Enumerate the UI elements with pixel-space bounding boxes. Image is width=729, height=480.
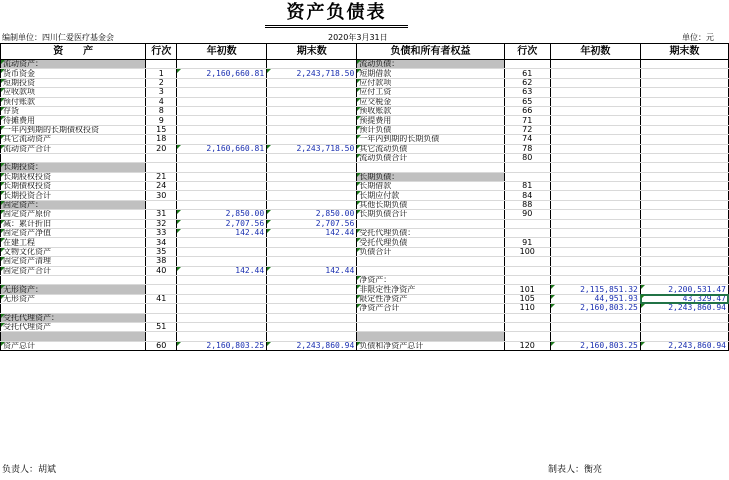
currency-unit: 单位：元 xyxy=(682,33,714,42)
asset-row-no-cell[interactable]: 30 xyxy=(146,191,177,200)
asset-row-no-cell[interactable]: 15 xyxy=(146,125,177,134)
asset-end-cell[interactable]: 2,243,718.50 xyxy=(267,69,357,78)
asset-label-cell[interactable]: 长期债权投资 xyxy=(1,182,146,191)
liability-end-cell[interactable] xyxy=(640,153,728,162)
liability-label-cell[interactable]: 限定性净资产 xyxy=(357,294,504,303)
asset-label-cell[interactable]: 长期投资： xyxy=(1,163,146,172)
liability-label-cell[interactable]: 流动负债： xyxy=(357,60,504,69)
asset-row-no-cell[interactable] xyxy=(146,313,177,322)
asset-label-cell[interactable] xyxy=(1,153,146,162)
table-row xyxy=(1,341,729,350)
liability-end-cell[interactable] xyxy=(640,78,728,87)
table-row xyxy=(1,69,729,78)
liability-begin-cell[interactable] xyxy=(550,172,640,181)
asset-label-cell[interactable]: 长期投资合计 xyxy=(1,191,146,200)
header-liabilities[interactable]: 负债和所有者权益 xyxy=(357,44,504,60)
asset-begin-cell[interactable]: 142.44 xyxy=(177,229,267,238)
liability-end-cell[interactable] xyxy=(640,144,728,153)
liability-row-no-cell[interactable]: 65 xyxy=(504,97,550,106)
liability-begin-cell[interactable] xyxy=(550,182,640,191)
liability-end-cell[interactable] xyxy=(640,69,728,78)
liability-end-cell[interactable] xyxy=(640,332,728,341)
liability-begin-cell[interactable] xyxy=(550,163,640,172)
liability-row-no-cell[interactable] xyxy=(504,322,550,331)
asset-end-cell[interactable] xyxy=(267,78,357,87)
asset-row-no-cell[interactable]: 31 xyxy=(146,210,177,219)
asset-label-cell[interactable]: 无形资产： xyxy=(1,285,146,294)
liability-label-cell[interactable]: 应付款项 xyxy=(357,78,504,87)
liability-end-cell[interactable] xyxy=(640,135,728,144)
liability-row-no-cell[interactable]: 101 xyxy=(504,285,550,294)
liability-end-cell[interactable] xyxy=(640,322,728,331)
asset-end-cell[interactable]: 2,707.56 xyxy=(267,219,357,228)
table-row xyxy=(1,322,729,331)
liability-end-cell[interactable]: 43,329.47 xyxy=(640,294,728,303)
table-row xyxy=(1,247,729,256)
asset-begin-cell[interactable]: 2,707.56 xyxy=(177,219,267,228)
asset-label-cell[interactable]: 一年内到期的长期债权投资 xyxy=(1,125,146,134)
liability-row-no-cell[interactable] xyxy=(504,163,550,172)
table-row xyxy=(1,285,729,294)
liability-label-cell[interactable] xyxy=(357,332,504,341)
liability-label-cell[interactable] xyxy=(357,322,504,331)
asset-end-cell[interactable] xyxy=(267,172,357,181)
asset-begin-cell[interactable] xyxy=(177,125,267,134)
asset-begin-cell[interactable] xyxy=(177,182,267,191)
table-row xyxy=(1,191,729,200)
liability-end-cell[interactable]: 2,200,531.47 xyxy=(640,285,728,294)
liability-begin-cell[interactable] xyxy=(550,275,640,284)
asset-label-cell[interactable]: 固定资产清理 xyxy=(1,257,146,266)
asset-begin-cell[interactable] xyxy=(177,200,267,209)
report-date: 2020年3月31日 xyxy=(328,33,388,42)
liability-label-cell[interactable]: 其它流动负债 xyxy=(357,144,504,153)
asset-end-cell[interactable] xyxy=(267,304,357,313)
asset-label-cell[interactable]: 固定资产合计 xyxy=(1,266,146,275)
liability-begin-cell[interactable] xyxy=(550,266,640,275)
liability-label-cell[interactable]: 预提费用 xyxy=(357,116,504,125)
balance-sheet-table xyxy=(0,43,729,351)
table-row xyxy=(1,210,729,219)
liability-label-cell[interactable] xyxy=(357,257,504,266)
table-row xyxy=(1,60,729,69)
header-end-2[interactable]: 期末数 xyxy=(640,44,728,60)
table-row xyxy=(1,294,729,303)
liability-row-no-cell[interactable]: 90 xyxy=(504,210,550,219)
asset-label-cell[interactable]: 货币资金 xyxy=(1,69,146,78)
liability-end-cell[interactable] xyxy=(640,210,728,219)
liability-begin-cell[interactable] xyxy=(550,219,640,228)
asset-begin-cell[interactable] xyxy=(177,97,267,106)
asset-end-cell[interactable]: 2,243,718.50 xyxy=(267,144,357,153)
asset-label-cell[interactable]: 固定资产原价 xyxy=(1,210,146,219)
table-row xyxy=(1,200,729,209)
liability-label-cell[interactable]: 应付工资 xyxy=(357,88,504,97)
asset-label-cell[interactable]: 其它流动资产 xyxy=(1,135,146,144)
asset-end-cell[interactable] xyxy=(267,153,357,162)
liability-row-no-cell[interactable]: 105 xyxy=(504,294,550,303)
asset-label-cell[interactable] xyxy=(1,304,146,313)
liability-row-no-cell[interactable]: 80 xyxy=(504,153,550,162)
liability-begin-cell[interactable] xyxy=(550,313,640,322)
asset-row-no-cell[interactable]: 9 xyxy=(146,116,177,125)
asset-begin-cell[interactable] xyxy=(177,285,267,294)
asset-end-cell[interactable]: 2,850.00 xyxy=(267,210,357,219)
liability-begin-cell[interactable] xyxy=(550,332,640,341)
liability-begin-cell[interactable]: 2,160,803.25 xyxy=(550,341,640,350)
liability-label-cell[interactable]: 流动负债合计 xyxy=(357,153,504,162)
asset-begin-cell[interactable]: 2,160,803.25 xyxy=(177,341,267,350)
asset-end-cell[interactable] xyxy=(267,285,357,294)
asset-begin-cell[interactable] xyxy=(177,135,267,144)
asset-begin-cell[interactable] xyxy=(177,332,267,341)
asset-row-no-cell[interactable] xyxy=(146,60,177,69)
asset-label-cell[interactable] xyxy=(1,332,146,341)
liability-row-no-cell[interactable]: 88 xyxy=(504,200,550,209)
liability-end-cell[interactable] xyxy=(640,313,728,322)
liability-label-cell[interactable]: 长期应付款 xyxy=(357,191,504,200)
liability-row-no-cell[interactable]: 78 xyxy=(504,144,550,153)
liability-label-cell[interactable] xyxy=(357,163,504,172)
liability-label-cell[interactable]: 短期借款 xyxy=(357,69,504,78)
table-row xyxy=(1,219,729,228)
asset-end-cell[interactable] xyxy=(267,247,357,256)
liability-begin-cell[interactable] xyxy=(550,247,640,256)
asset-begin-cell[interactable] xyxy=(177,247,267,256)
asset-label-cell[interactable]: 流动资产： xyxy=(1,60,146,69)
liability-end-cell[interactable] xyxy=(640,247,728,256)
liability-begin-cell[interactable] xyxy=(550,135,640,144)
liability-begin-cell[interactable] xyxy=(550,200,640,209)
asset-row-no-cell[interactable]: 1 xyxy=(146,69,177,78)
liability-end-cell[interactable] xyxy=(640,172,728,181)
liability-begin-cell[interactable]: 44,951.93 xyxy=(550,294,640,303)
asset-row-no-cell[interactable]: 20 xyxy=(146,144,177,153)
liability-end-cell[interactable] xyxy=(640,163,728,172)
table-row xyxy=(1,125,729,134)
asset-row-no-cell[interactable] xyxy=(146,275,177,284)
asset-begin-cell[interactable]: 2,160,660.81 xyxy=(177,144,267,153)
table-row xyxy=(1,275,729,284)
liability-begin-cell[interactable] xyxy=(550,60,640,69)
table-row xyxy=(1,332,729,341)
asset-row-no-cell[interactable]: 60 xyxy=(146,341,177,350)
liability-begin-cell[interactable] xyxy=(550,125,640,134)
table-row xyxy=(1,257,729,266)
liability-label-cell[interactable] xyxy=(357,313,504,322)
liability-end-cell[interactable] xyxy=(640,238,728,247)
table-row xyxy=(1,163,729,172)
asset-begin-cell[interactable]: 142.44 xyxy=(177,266,267,275)
responsible-person: 负责人：胡斌 xyxy=(2,465,57,475)
liability-label-cell[interactable] xyxy=(357,219,504,228)
asset-end-cell[interactable]: 142.44 xyxy=(267,266,357,275)
asset-end-cell[interactable] xyxy=(267,238,357,247)
liability-end-cell[interactable]: 2,243,860.94 xyxy=(640,341,728,350)
asset-end-cell[interactable] xyxy=(267,257,357,266)
asset-begin-cell[interactable] xyxy=(177,313,267,322)
asset-end-cell[interactable] xyxy=(267,60,357,69)
asset-label-cell[interactable]: 存货 xyxy=(1,106,146,115)
asset-end-cell[interactable] xyxy=(267,88,357,97)
liability-label-cell[interactable]: 净资产合计 xyxy=(357,304,504,313)
asset-begin-cell[interactable] xyxy=(177,60,267,69)
balance-sheet-body xyxy=(1,44,729,351)
liability-begin-cell[interactable] xyxy=(550,88,640,97)
asset-row-no-cell[interactable] xyxy=(146,285,177,294)
liability-end-cell[interactable] xyxy=(640,275,728,284)
table-row xyxy=(1,304,729,313)
liability-label-cell[interactable] xyxy=(357,266,504,275)
liability-begin-cell[interactable] xyxy=(550,229,640,238)
asset-end-cell[interactable] xyxy=(267,135,357,144)
asset-label-cell[interactable]: 无形资产 xyxy=(1,294,146,303)
asset-row-no-cell[interactable] xyxy=(146,163,177,172)
asset-end-cell[interactable] xyxy=(267,116,357,125)
asset-begin-cell[interactable] xyxy=(177,106,267,115)
liability-begin-cell[interactable] xyxy=(550,238,640,247)
asset-begin-cell[interactable] xyxy=(177,172,267,181)
liability-end-cell[interactable] xyxy=(640,116,728,125)
table-row xyxy=(1,144,729,153)
table-row xyxy=(1,97,729,106)
liability-end-cell[interactable] xyxy=(640,219,728,228)
liability-row-no-cell[interactable] xyxy=(504,257,550,266)
liability-row-no-cell[interactable]: 66 xyxy=(504,106,550,115)
asset-end-cell[interactable] xyxy=(267,163,357,172)
asset-row-no-cell[interactable]: 24 xyxy=(146,182,177,191)
asset-end-cell[interactable] xyxy=(267,191,357,200)
header-begin-2[interactable]: 年初数 xyxy=(550,44,640,60)
asset-begin-cell[interactable] xyxy=(177,116,267,125)
asset-end-cell[interactable] xyxy=(267,106,357,115)
liability-row-no-cell[interactable]: 61 xyxy=(504,69,550,78)
asset-row-no-cell[interactable] xyxy=(146,200,177,209)
liability-begin-cell[interactable] xyxy=(550,153,640,162)
liability-begin-cell[interactable] xyxy=(550,69,640,78)
liability-begin-cell[interactable] xyxy=(550,322,640,331)
liability-row-no-cell[interactable] xyxy=(504,229,550,238)
table-row xyxy=(1,106,729,115)
liability-end-cell[interactable] xyxy=(640,191,728,200)
asset-label-cell[interactable]: 预付账款 xyxy=(1,97,146,106)
preparer: 制表人：衡亮 xyxy=(548,465,603,475)
liability-label-cell[interactable]: 净资产： xyxy=(357,275,504,284)
liability-begin-cell[interactable] xyxy=(550,144,640,153)
asset-row-no-cell[interactable]: 35 xyxy=(146,247,177,256)
liability-end-cell[interactable] xyxy=(640,125,728,134)
asset-row-no-cell[interactable] xyxy=(146,332,177,341)
asset-row-no-cell[interactable] xyxy=(146,153,177,162)
asset-begin-cell[interactable] xyxy=(177,275,267,284)
liability-end-cell[interactable] xyxy=(640,88,728,97)
liability-begin-cell[interactable]: 2,115,851.32 xyxy=(550,285,640,294)
header-begin[interactable]: 年初数 xyxy=(177,44,267,60)
asset-end-cell[interactable] xyxy=(267,332,357,341)
liability-end-cell[interactable] xyxy=(640,60,728,69)
asset-begin-cell[interactable] xyxy=(177,257,267,266)
asset-row-no-cell[interactable]: 33 xyxy=(146,229,177,238)
asset-label-cell[interactable]: 减：累计折旧 xyxy=(1,219,146,228)
liability-row-no-cell[interactable]: 62 xyxy=(504,78,550,87)
asset-label-cell[interactable]: 流动资产合计 xyxy=(1,144,146,153)
table-row xyxy=(1,153,729,162)
asset-begin-cell[interactable] xyxy=(177,191,267,200)
reporting-unit: 编制单位：四川仁爱医疗基金会 xyxy=(2,33,114,42)
liability-label-cell[interactable]: 受托代理负债： xyxy=(357,229,504,238)
liability-begin-cell[interactable] xyxy=(550,78,640,87)
report-title: 资产负债表 xyxy=(265,2,408,28)
asset-begin-cell[interactable] xyxy=(177,304,267,313)
asset-begin-cell[interactable] xyxy=(177,294,267,303)
table-row xyxy=(1,78,729,87)
asset-row-no-cell[interactable]: 4 xyxy=(146,97,177,106)
liability-label-cell[interactable]: 其他长期负债 xyxy=(357,200,504,209)
asset-end-cell[interactable] xyxy=(267,294,357,303)
liability-end-cell[interactable] xyxy=(640,257,728,266)
liability-row-no-cell[interactable] xyxy=(504,219,550,228)
liability-label-cell[interactable]: 长期借款 xyxy=(357,182,504,191)
table-row xyxy=(1,88,729,97)
asset-begin-cell[interactable] xyxy=(177,153,267,162)
liability-label-cell[interactable]: 应交税金 xyxy=(357,97,504,106)
liability-row-no-cell[interactable]: 120 xyxy=(504,341,550,350)
liability-row-no-cell[interactable]: 74 xyxy=(504,135,550,144)
liability-begin-cell[interactable] xyxy=(550,210,640,219)
asset-label-cell[interactable]: 待摊费用 xyxy=(1,116,146,125)
liability-row-no-cell[interactable] xyxy=(504,332,550,341)
liability-end-cell[interactable] xyxy=(640,229,728,238)
asset-row-no-cell[interactable]: 2 xyxy=(146,78,177,87)
liability-row-no-cell[interactable] xyxy=(504,266,550,275)
liability-row-no-cell[interactable] xyxy=(504,275,550,284)
asset-begin-cell[interactable] xyxy=(177,88,267,97)
liability-row-no-cell[interactable] xyxy=(504,172,550,181)
asset-label-cell[interactable]: 资产总计 xyxy=(1,341,146,350)
asset-begin-cell[interactable] xyxy=(177,163,267,172)
header-asset[interactable]: 资 产 xyxy=(1,44,146,60)
asset-label-cell[interactable]: 受托代理资产 xyxy=(1,322,146,331)
liability-end-cell[interactable] xyxy=(640,97,728,106)
liability-row-no-cell[interactable] xyxy=(504,313,550,322)
asset-label-cell[interactable]: 文物文化资产 xyxy=(1,247,146,256)
asset-end-cell[interactable] xyxy=(267,97,357,106)
liability-begin-cell[interactable] xyxy=(550,97,640,106)
liability-row-no-cell[interactable]: 110 xyxy=(504,304,550,313)
liability-label-cell[interactable]: 非限定性净资产 xyxy=(357,285,504,294)
liability-label-cell[interactable]: 一年内到期的长期负债 xyxy=(357,135,504,144)
liability-row-no-cell[interactable]: 72 xyxy=(504,125,550,134)
liability-row-no-cell[interactable]: 63 xyxy=(504,88,550,97)
header-end[interactable]: 期末数 xyxy=(267,44,357,60)
liability-begin-cell[interactable] xyxy=(550,116,640,125)
asset-begin-cell[interactable]: 2,850.00 xyxy=(177,210,267,219)
asset-label-cell[interactable]: 长期股权投资 xyxy=(1,172,146,181)
liability-label-cell[interactable]: 负债合计 xyxy=(357,247,504,256)
liability-label-cell[interactable]: 长期负债合计 xyxy=(357,210,504,219)
table-row xyxy=(1,182,729,191)
liability-row-no-cell[interactable]: 84 xyxy=(504,191,550,200)
liability-end-cell[interactable] xyxy=(640,266,728,275)
asset-begin-cell[interactable] xyxy=(177,322,267,331)
table-row xyxy=(1,238,729,247)
liability-end-cell[interactable]: 2,243,860.94 xyxy=(640,304,728,313)
liability-label-cell[interactable]: 受托代理负债 xyxy=(357,238,504,247)
asset-end-cell[interactable] xyxy=(267,182,357,191)
asset-row-no-cell[interactable]: 32 xyxy=(146,219,177,228)
header-row-no-2[interactable]: 行次 xyxy=(504,44,550,60)
asset-row-no-cell[interactable]: 3 xyxy=(146,88,177,97)
table-row xyxy=(1,229,729,238)
asset-row-no-cell[interactable]: 51 xyxy=(146,322,177,331)
liability-begin-cell[interactable]: 2,160,803.25 xyxy=(550,304,640,313)
header-row-no[interactable]: 行次 xyxy=(146,44,177,60)
liability-begin-cell[interactable] xyxy=(550,106,640,115)
asset-begin-cell[interactable] xyxy=(177,238,267,247)
asset-row-no-cell[interactable]: 21 xyxy=(146,172,177,181)
header-row xyxy=(1,44,729,60)
asset-label-cell[interactable]: 受托代理资产： xyxy=(1,313,146,322)
asset-label-cell[interactable]: 固定资产： xyxy=(1,200,146,209)
asset-row-no-cell[interactable]: 18 xyxy=(146,135,177,144)
table-row xyxy=(1,135,729,144)
liability-row-no-cell[interactable]: 81 xyxy=(504,182,550,191)
table-row xyxy=(1,266,729,275)
liability-row-no-cell[interactable]: 71 xyxy=(504,116,550,125)
asset-end-cell[interactable] xyxy=(267,322,357,331)
liability-label-cell[interactable]: 长期负债： xyxy=(357,172,504,181)
asset-label-cell[interactable]: 短期投资 xyxy=(1,78,146,87)
asset-begin-cell[interactable] xyxy=(177,78,267,87)
liability-begin-cell[interactable] xyxy=(550,191,640,200)
asset-label-cell[interactable]: 在建工程 xyxy=(1,238,146,247)
liability-end-cell[interactable] xyxy=(640,182,728,191)
liability-label-cell[interactable]: 负债和净资产总计 xyxy=(357,341,504,350)
liability-label-cell[interactable]: 预计负债 xyxy=(357,125,504,134)
asset-row-no-cell[interactable]: 8 xyxy=(146,106,177,115)
liability-end-cell[interactable] xyxy=(640,200,728,209)
asset-row-no-cell[interactable]: 41 xyxy=(146,294,177,303)
asset-begin-cell[interactable]: 2,160,660.81 xyxy=(177,69,267,78)
asset-row-no-cell[interactable]: 34 xyxy=(146,238,177,247)
asset-end-cell[interactable]: 2,243,860.94 xyxy=(267,341,357,350)
asset-end-cell[interactable] xyxy=(267,200,357,209)
asset-label-cell[interactable]: 应收款项 xyxy=(1,88,146,97)
liability-label-cell[interactable]: 预收账款 xyxy=(357,106,504,115)
table-row xyxy=(1,172,729,181)
asset-row-no-cell[interactable]: 38 xyxy=(146,257,177,266)
asset-end-cell[interactable] xyxy=(267,275,357,284)
table-row xyxy=(1,116,729,125)
liability-end-cell[interactable] xyxy=(640,106,728,115)
asset-end-cell[interactable] xyxy=(267,125,357,134)
asset-label-cell[interactable] xyxy=(1,275,146,284)
table-row xyxy=(1,313,729,322)
asset-row-no-cell[interactable]: 40 xyxy=(146,266,177,275)
asset-label-cell[interactable]: 固定资产净值 xyxy=(1,229,146,238)
liability-row-no-cell[interactable]: 91 xyxy=(504,238,550,247)
liability-begin-cell[interactable] xyxy=(550,257,640,266)
asset-end-cell[interactable]: 142.44 xyxy=(267,229,357,238)
asset-row-no-cell[interactable] xyxy=(146,304,177,313)
liability-row-no-cell[interactable] xyxy=(504,60,550,69)
asset-end-cell[interactable] xyxy=(267,313,357,322)
liability-row-no-cell[interactable]: 100 xyxy=(504,247,550,256)
